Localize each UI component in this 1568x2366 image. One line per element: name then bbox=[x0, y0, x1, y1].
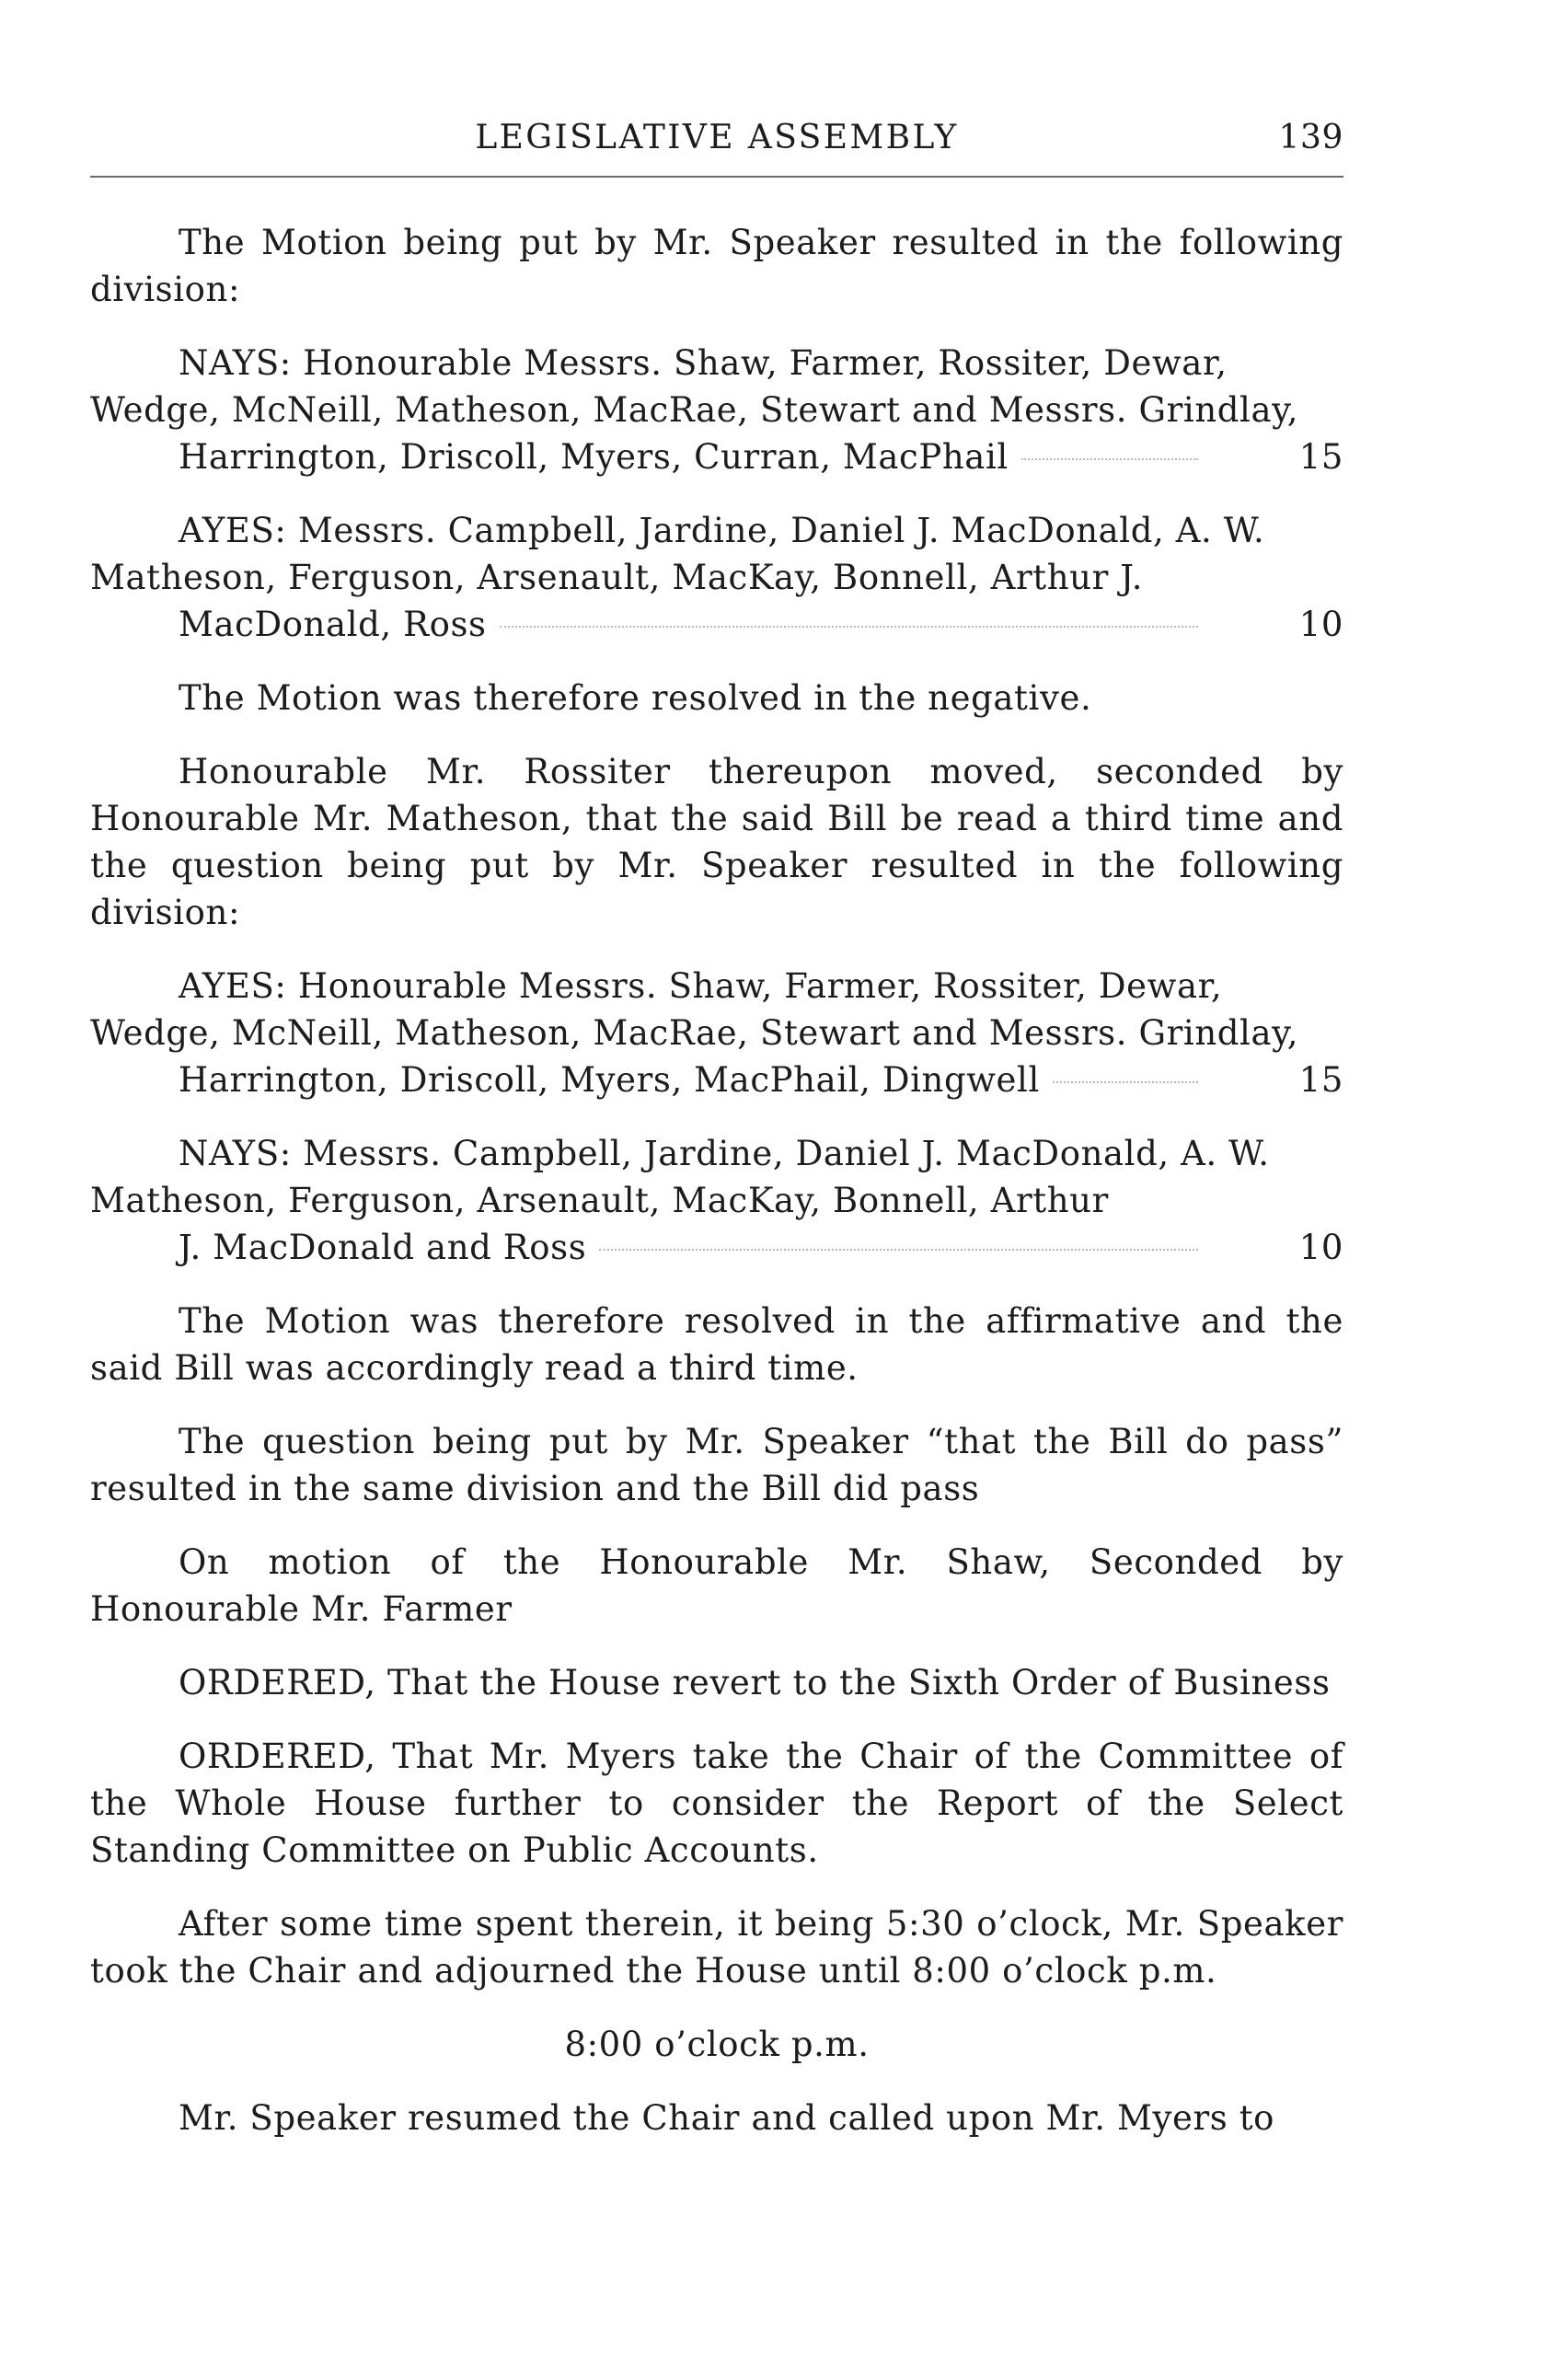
dot-leader bbox=[1053, 1081, 1198, 1083]
body-text bbox=[90, 219, 1343, 2168]
paragraph-motion-put: The Motion being put by Mr. Speaker resulted in the following division: bbox=[90, 223, 1343, 309]
dot-leader bbox=[599, 1249, 1197, 1251]
division-nays-first-vote bbox=[90, 340, 1343, 480]
division-ayes-first-vote bbox=[90, 507, 1343, 648]
paragraph-rossiter-motion: Honourable Mr. Rossiter thereupon moved, seconded by Honourable Mr. Matheson, that the said Bill be read a third time and the question being put by Mr. Speaker resulted in the following division: bbox=[90, 752, 1343, 932]
paragraph-resolved-affirmative: The Motion was therefore resolved in the affirmative and the said Bill was accordingly read a third time. bbox=[90, 1301, 1343, 1388]
paragraph-speaker-resumed: Mr. Speaker resumed the Chair and called upon Mr. Myers to bbox=[179, 2098, 1275, 2138]
dot-leader bbox=[1021, 458, 1198, 460]
time-heading: 8:00 o’clock p.m. bbox=[564, 2025, 870, 2064]
paragraph-ordered-committee: ORDERED, That Mr. Myers take the Chair of the Committee of the Whole House further to consider the Report of the Select Standing Committee on Public Accounts. bbox=[90, 1737, 1343, 1870]
tally-names-text: AYES: Messrs. Campbell, Jardine, Daniel J. MacDonald, A. W. Matheson, Ferguson, Arsenault, MacKay, Bonnell, Arthur J. bbox=[90, 511, 1265, 597]
tally-names-text: AYES: Honourable Messrs. Shaw, Farmer, Rossiter, Dewar, Wedge, McNeill, Matheson, MacRae, Stewart and Messrs. Grindlay, bbox=[90, 966, 1299, 1053]
tally-last-names: J. MacDonald and Ross bbox=[179, 1228, 587, 1267]
tally-last-line bbox=[90, 601, 1343, 648]
vote-count: 15 bbox=[1298, 1060, 1343, 1100]
tally-names-text: NAYS: Honourable Messrs. Shaw, Farmer, Rossiter, Dewar, Wedge, McNeill, Matheson, MacRae, Stewart and Messrs. Grindlay, bbox=[90, 343, 1299, 430]
tally-last-names: Harrington, Driscoll, Myers, Curran, MacPhail bbox=[179, 437, 1009, 477]
vote-count: 15 bbox=[1298, 437, 1343, 477]
running-head bbox=[90, 114, 1343, 160]
paragraph-bill-pass: The question being put by Mr. Speaker “that the Bill do pass” resulted in the same division and the Bill did pass bbox=[90, 1422, 1343, 1508]
tally-names-text: NAYS: Messrs. Campbell, Jardine, Daniel J. MacDonald, A. W. Matheson, Ferguson, Arsenault, MacKay, Bonnell, Arthur bbox=[90, 1134, 1270, 1220]
paragraph-motion-shaw: On motion of the Honourable Mr. Shaw, Seconded by Honourable Mr. Farmer bbox=[90, 1542, 1343, 1629]
tally-last-names: Harrington, Driscoll, Myers, MacPhail, Dingwell bbox=[179, 1060, 1040, 1100]
vote-count: 10 bbox=[1298, 1228, 1343, 1267]
paragraph-adjourned: After some time spent therein, it being 5:30 o’clock, Mr. Speaker took the Chair and adjourned the House until 8:00 o’clock p.m. bbox=[90, 1904, 1343, 1991]
tally-last-line bbox=[90, 1224, 1343, 1271]
vote-count: 10 bbox=[1298, 605, 1343, 644]
dot-leader bbox=[500, 626, 1198, 628]
paragraph-resolved-negative: The Motion was therefore resolved in the negative. bbox=[179, 678, 1092, 718]
paragraph-ordered-revert: ORDERED, That the House revert to the Sixth Order of Business bbox=[179, 1663, 1331, 1702]
tally-last-line bbox=[90, 1056, 1343, 1103]
tally-last-line bbox=[90, 433, 1343, 480]
division-nays-third-reading bbox=[90, 1130, 1343, 1271]
page-number: 139 bbox=[1278, 119, 1343, 156]
tally-last-names: MacDonald, Ross bbox=[179, 605, 487, 644]
division-ayes-third-reading bbox=[90, 963, 1343, 1103]
header-rule bbox=[90, 176, 1343, 178]
running-title: LEGISLATIVE ASSEMBLY bbox=[475, 119, 959, 156]
